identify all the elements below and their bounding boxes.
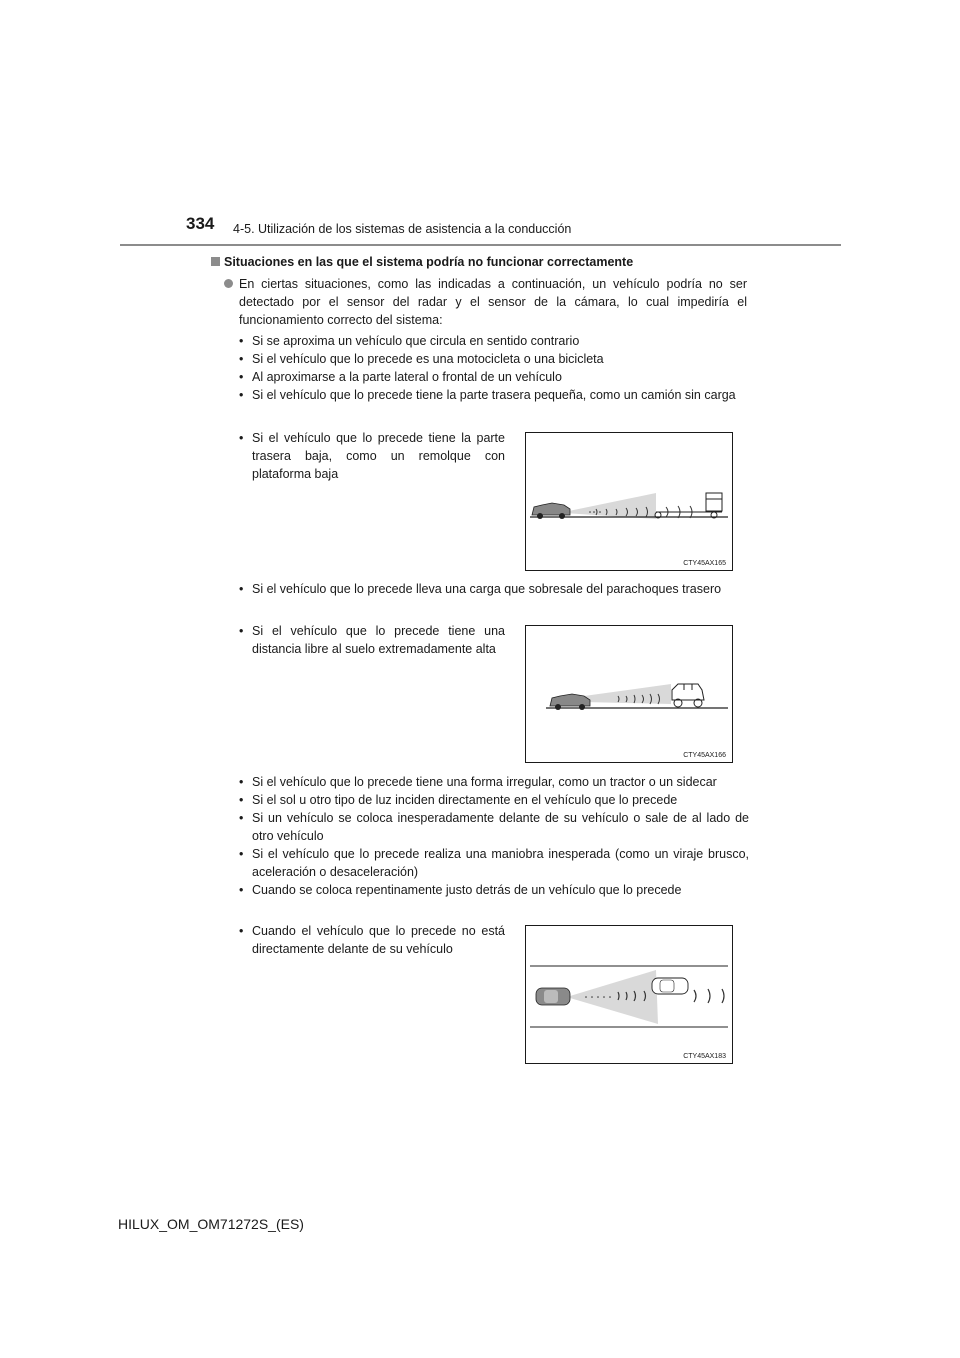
square-bullet-icon [211, 257, 220, 266]
list-item: • Si el vehículo que lo precede tiene una forma irregular, como un tractor o un sidecar [239, 773, 749, 791]
high-clearance-illustration [526, 626, 732, 762]
list-item: • Si el vehículo que lo precede tiene la parte trasera baja, como un remolque con plataforma baja [239, 429, 505, 483]
section-heading [211, 255, 751, 269]
bullet-fig1 [239, 429, 505, 483]
list-item: • Si el vehículo que lo precede realiza una maniobra inesperada (como un viraje brusco, aceleración o desaceleración) [239, 845, 749, 881]
own-car-icon [536, 988, 570, 1005]
bullet-list-2 [239, 773, 749, 899]
radar-beam [570, 970, 658, 1024]
own-car-icon [550, 694, 590, 706]
chapter-title: 4-5. Utilización de los sistemas de asistencia a la conducción [233, 222, 572, 236]
list-item: • Si el vehículo que lo precede tiene la parte trasera pequeña, como un camión sin carga [239, 386, 749, 404]
radar-beam [564, 493, 656, 519]
figure-high-clearance [525, 625, 733, 763]
list-item: • Si se aproxima un vehículo que circula en sentido contrario [239, 332, 749, 350]
list-item: • Si el vehículo que lo precede lleva una carga que sobresale del parachoques trasero [239, 580, 749, 598]
page-number: 334 [186, 214, 215, 233]
list-item: • Si el vehículo que lo precede es una motocicleta o una bicicleta [239, 350, 749, 368]
figure-code: CTY45AX183 [683, 1053, 726, 1060]
list-item: • Cuando se coloca repentinamente justo detrás de un vehículo que lo precede [239, 881, 749, 899]
section-heading-text: Situaciones en las que el sistema podría no funcionar correctamente [224, 255, 634, 269]
bullet-list-1 [239, 332, 749, 404]
bullet-mid [239, 580, 749, 598]
list-item: • Cuando el vehículo que lo precede no está directamente delante de su vehículo [239, 922, 505, 958]
radar-beam [584, 684, 671, 704]
truck-trailer-icon [655, 493, 722, 518]
figure-offset-vehicle [525, 925, 733, 1064]
bullet-fig2 [239, 622, 505, 658]
high-suv-icon [672, 684, 704, 707]
figure-code: CTY45AX165 [683, 560, 726, 567]
list-item: • Si el sol u otro tipo de luz inciden directamente en el vehículo que lo precede [239, 791, 749, 809]
figure-low-trailer [525, 432, 733, 571]
list-item: • Al aproximarse a la parte lateral o frontal de un vehículo [239, 368, 749, 386]
intro-text: En ciertas situaciones, como las indicadas a continuación, un vehículo podría no ser detectado por el sensor del radar y el sensor de la cámara, lo cual impediría el funcionamiento correcto del sistema: [239, 277, 747, 327]
offset-vehicle-illustration [526, 926, 732, 1063]
header-rule [120, 244, 841, 246]
document-code: HILUX_OM_OM71272S_(ES) [118, 1216, 304, 1232]
list-item: • Si el vehículo que lo precede tiene una distancia libre al suelo extremadamente alta [239, 622, 505, 658]
intro-paragraph [224, 275, 747, 329]
list-item: • Si un vehículo se coloca inesperadamente delante de su vehículo o sale de al lado de otro vehículo [239, 809, 749, 845]
own-car-icon [532, 503, 570, 515]
bullet-fig3 [239, 922, 505, 958]
preceding-car-icon [652, 978, 688, 994]
figure-code: CTY45AX166 [683, 752, 726, 759]
low-trailer-illustration [526, 433, 732, 570]
circle-bullet-icon [224, 279, 233, 288]
